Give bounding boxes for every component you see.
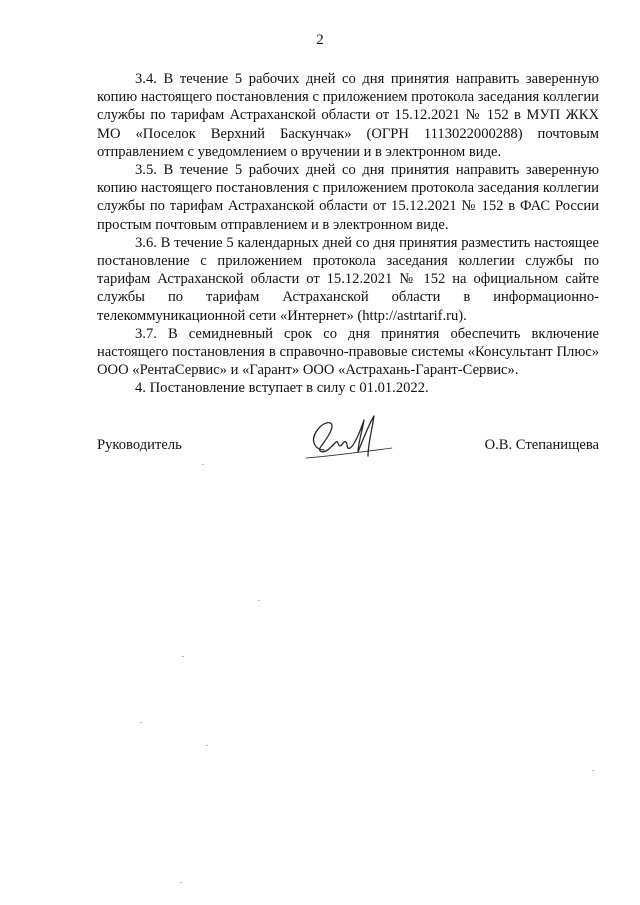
scan-speck	[206, 745, 208, 746]
paragraph-3-6: 3.6. В течение 5 календарных дней со дня принятия разместить настоящее постановление с приложением протокола заседания коллегии службы по тарифам Астраханской области от 15.12.2021 № 152 на официальном сайте службы по тарифам Астраханской области в информационно-телекоммуникационной сети «Интернет» (http://astrtarif.ru).	[97, 234, 599, 324]
paragraph-3-5: 3.5. В течение 5 рабочих дней со дня принятия направить заверенную копию настоящего постановления с приложением протокола заседания коллегии службы по тарифам Астраханской области от 15.12.2021 № 152 в ФАС России простым почтовым отправлением и в электронном виде.	[97, 162, 599, 233]
page-number: 2	[316, 32, 324, 48]
paragraph-4: 4. Постановление вступает в силу с 01.01.2022.	[135, 380, 429, 397]
document-body	[97, 70, 599, 398]
paragraph-3-4: 3.4. В течение 5 рабочих дней со дня принятия направить заверенную копию настоящего постановления с приложением протокола заседания коллегии службы по тарифам Астраханской области от 15.12.2021 № 152 в МУП ЖКХ МО «Поселок Верхний Баскунчак» (ОГРН 1113022000288) почтовым отправлением с уведомлением о вручении и в электронном виде.	[97, 71, 599, 160]
scan-speck	[202, 464, 204, 465]
signature-block	[97, 412, 599, 472]
paragraph-3-7: 3.7. В семидневный срок со дня принятия обеспечить включение настоящего постановления в справочно-правовые системы «Консультант Плюс» ООО «РентаСервис» и «Гарант» ООО «Астрахань-Гарант-Сервис».	[97, 325, 599, 379]
signer-name: О.В. Степанищева	[484, 437, 599, 453]
scan-speck	[140, 722, 142, 723]
scan-speck	[592, 770, 594, 771]
scan-speck	[258, 600, 260, 601]
handwritten-signature	[302, 412, 397, 470]
scan-speck	[182, 656, 184, 657]
signer-position: Руководитель	[97, 437, 182, 453]
scan-speck	[180, 882, 182, 883]
